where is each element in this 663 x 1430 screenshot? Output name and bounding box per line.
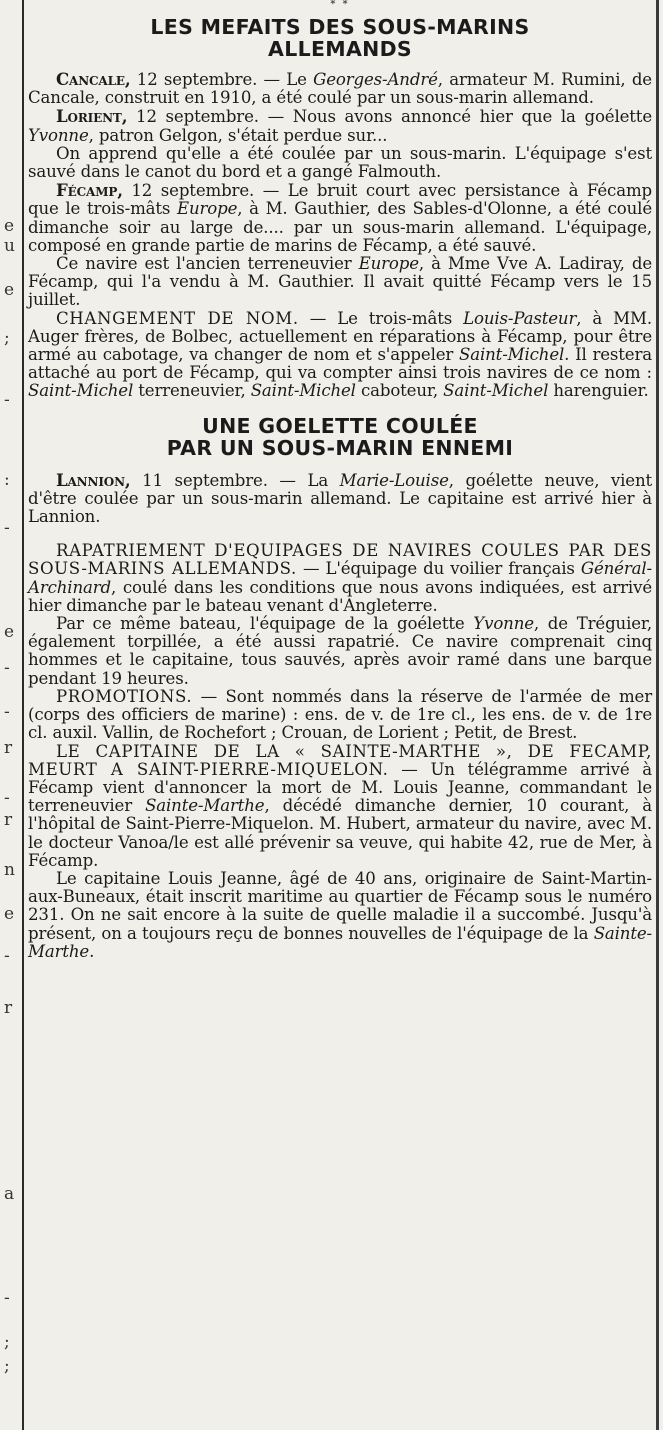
dateline-place: Lannion, (56, 469, 131, 490)
headline-line: ALLEMANDS (268, 37, 412, 61)
text-run: . Il restera attaché au port de Fécamp, qui va compter ainsi trois navires de ce nom : (28, 345, 653, 383)
text-run: terreneuvier, (133, 381, 251, 401)
text-run: 12 septembre. — Le (130, 70, 314, 89)
margin-fragment: r (4, 810, 13, 830)
subhead: RAPATRIEMENT D'EQUIPAGES DE NAVIRES COULES PAR DES SOUS-MARINS ALLEMANDS. (28, 541, 652, 579)
dateline-place: Cancale, (56, 69, 131, 89)
margin-fragment: ; (4, 328, 10, 348)
text-run: , à MM. Auger frères, de Bolbec, actuellement en réparations à Fécamp, pour être armé au cabotage, va changer de nom et s'appeler (28, 308, 652, 365)
margin-fragment: - (4, 946, 10, 966)
paragraph-capitaine-sainte-marthe (28, 743, 652, 870)
margin-fragment: - (4, 702, 10, 722)
column-rule-right (656, 0, 659, 1430)
ship-name: Saint-Michel (443, 381, 549, 401)
text-run: Le capitaine Louis Jeanne, âgé de 40 ans, originaire de Saint-Martin-aux-Buneaux, était inscrit maritime au quartier de Fécamp sous le numéro 231. On ne sait encore à la suite de quelle maladie il a succombé. Jusqu'à présent, on a toujours reçu de bonnes nouvelles de l'équipage de la (28, 868, 652, 943)
margin-fragment: - (4, 788, 10, 808)
text-run: , patron Gelgon, s'était perdue sur... (88, 125, 388, 145)
ship-name: Sainte-Marthe (28, 923, 652, 961)
margin-fragment: a (4, 1184, 15, 1204)
margin-fragment: ; (4, 1332, 10, 1352)
paragraph-louis-jeanne (28, 870, 652, 961)
ship-name: Louis-Pasteur (463, 308, 577, 328)
margin-fragment: e (4, 216, 15, 236)
text-run: Ce navire est l'ancien terreneuvier (56, 254, 359, 274)
headline-line: PAR UN SOUS-MARIN ENNEMI (166, 435, 514, 460)
column-rule-left (22, 0, 24, 1430)
text-run: , coulé dans les conditions que nous avons indiquées, est arrivé hier dimanche par le bateau venant d'Angleterre. (28, 577, 652, 615)
margin-fragment: - (4, 1288, 10, 1308)
article-goelette-coulee (28, 415, 652, 961)
text-run: Par ce même bateau, l'équipage de la goélette (56, 614, 474, 634)
newspaper-column (28, 0, 652, 961)
ship-name: Général-Archinard (28, 559, 652, 597)
headline-mefaits (28, 16, 652, 60)
headline-goelette (28, 415, 652, 459)
article-mefaits (28, 16, 652, 401)
text-run: — L'équipage du voilier français (296, 559, 581, 579)
text-run: , à M. Gauthier, des Sables-d'Olonne, a été coulé dimanche soir au large de.... par un sous-marin allemand. L'équipage, composé en grande partie de marins de Fécamp, a été sauvé. (28, 199, 652, 255)
ship-name: Georges-André (313, 70, 438, 89)
margin-fragment: - (4, 658, 10, 678)
paragraph-promotions (28, 688, 652, 743)
margin-fragment: e (4, 904, 15, 924)
dateline-place: Fécamp, (56, 180, 123, 201)
ship-name: Europe (177, 199, 238, 219)
margin-fragment: u (4, 236, 15, 256)
text-run: , à Mme Vve A. Ladiray, de Fécamp, qui l'a vendu à M. Gauthier. Il avait quitté Fécamp vers le 15 juillet. (28, 254, 653, 310)
margin-fragment: - (4, 390, 10, 410)
paragraph-yvonne-sunk: On apprend qu'elle a été coulée par un sous-marin. L'équipage s'est sauvé dans le canot du bord et a gangé Falmouth. (28, 143, 652, 182)
text-run: . (89, 941, 95, 961)
ship-name: Yvonne (28, 125, 89, 145)
headline-line: LES MEFAITS DES SOUS-MARINS (150, 15, 530, 39)
dateline-place: Lorient, (56, 106, 128, 127)
margin-fragment: r (4, 738, 13, 758)
ship-name: Saint-Michel (459, 345, 565, 365)
subhead: CHANGEMENT DE NOM. (56, 308, 299, 328)
text-run: harenguier. (548, 381, 649, 401)
text-run: 11 septembre. — La (130, 470, 340, 490)
text-run: — Le trois-mâts (298, 308, 464, 328)
section-ornament: * * (330, 0, 350, 10)
paragraph-lannion (28, 471, 652, 527)
margin-fragment: e (4, 622, 15, 642)
ship-name: Sainte-Marthe (145, 796, 265, 816)
paragraph-fecamp (28, 181, 652, 255)
margin-fragment: - (4, 518, 10, 538)
text-run: , armateur M. Rumini, de Cancale, construit en 1910, a été coulé par un sous-marin allemand. (28, 70, 652, 108)
headline-line: UNE GOELETTE COULÉE (202, 413, 478, 438)
text-run: , goélette neuve, vient d'être coulée par un sous-marin allemand. Le capitaine est arrivé hier à Lannion. (28, 470, 653, 527)
ship-name: Yvonne (473, 614, 534, 634)
text-run: , décédé dimanche dernier, 10 courant, à l'hôpital de Saint-Pierre-Miquelon. M. Hubert, armateur du navire, avec M. le docteur Vanoa/le est allé prévenir sa veuve, qui habite 42, rue de Mer, à Fécamp. (28, 796, 652, 870)
subhead: PROMOTIONS. (56, 686, 193, 706)
text-run: — Un télégramme arrivé à Fécamp vient d'annoncer la mort de M. Louis Jeanne, commandant le terreneuvier (28, 759, 652, 816)
paragraph-lorient (28, 107, 652, 144)
ship-name: Saint-Michel (28, 381, 134, 401)
margin-fragment: e (4, 280, 15, 300)
text-run: caboteur, (355, 381, 444, 401)
paragraph-changement-de-nom (28, 310, 652, 401)
ship-name: Marie-Louise (339, 470, 449, 490)
margin-fragment: ; (4, 1356, 10, 1376)
left-margin-fragments (0, 0, 22, 1430)
paragraph-europe-history (28, 255, 652, 310)
margin-fragment: r (4, 998, 13, 1018)
text-run: , de Tréguier, également torpillée, a été aussi rapatrié. Ce navire comprenait cinq hommes et le capitaine, tous sauvés, après avoir ramé dans une barque pendant 19 heures. (28, 614, 652, 688)
paragraph-yvonne-repatrie (28, 615, 652, 688)
ship-name: Saint-Michel (250, 381, 356, 401)
subhead: LE CAPITAINE DE LA « SAINTE-MARTHE », DE FECAMP, MEURT A SAINT-PIERRE-MIQUELON. (28, 741, 652, 779)
paragraph-rapatriement (28, 542, 652, 615)
text-run: — Sont nommés dans la réserve de l'armée de mer (corps des officiers de marine) : ens. de v. de 1re cl., les ens. de v. de 1re cl. auxil. Vallin, de Rochefort ; Crouan, de Lorient ; Petit, de Brest. (28, 686, 652, 743)
margin-fragment: n (4, 860, 15, 880)
text-run: 12 septembre. — Nous avons annoncé hier que la goélette (127, 107, 652, 127)
paragraph-cancale (28, 70, 652, 107)
margin-fragment: : (4, 470, 10, 490)
text-run: 12 septembre. — Le bruit court avec persistance à Fécamp que le trois-mâts (28, 181, 652, 219)
ship-name: Europe (358, 254, 419, 274)
